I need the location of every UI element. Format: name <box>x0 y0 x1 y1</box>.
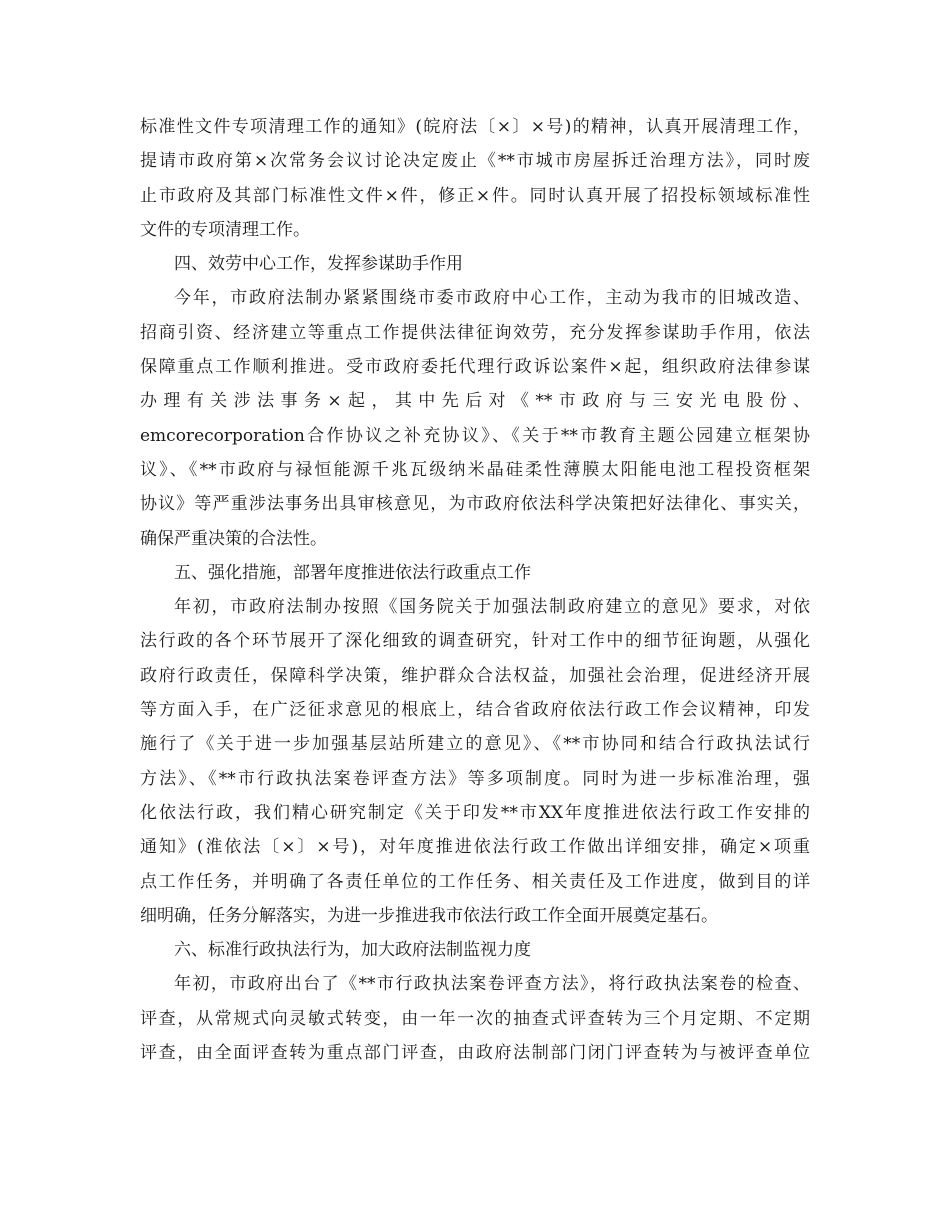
paragraph-line: 法行政的各个环节展开了深化细致的调查研究，针对工作中的细节征询题，从强化 <box>140 631 810 652</box>
document-page <box>140 110 810 1070</box>
paragraph-line: 提请市政府第×次常务会议讨论决定废止《**市城市房屋拆迁治理方法》，同时废 <box>140 151 810 172</box>
paragraph-line: 招商引资、经济建立等重点工作提供法律征询效劳，充分发挥参谋助手作用，依法 <box>140 322 810 343</box>
paragraph-line: 文件的专项清理工作。 <box>140 219 310 240</box>
paragraph-line: 化依法行政，我们精心研究制定《关于印发**市XX年度推进依法行政工作安排的 <box>140 802 810 823</box>
paragraph-line: 政府行政责任，保障科学决策，维护群众合法权益，加强社会治理，促进经济开展 <box>140 665 810 686</box>
paragraph-line: 议》、《**市政府与禄恒能源千兆瓦级纳米晶硅柔性薄膜太阳能电池工程投资框架 <box>140 459 810 480</box>
paragraph-line: 确保严重决策的合法性。 <box>140 528 327 549</box>
paragraph-line: 年初，市政府出台了《**市行政执法案卷评查方法》，将行政执法案卷的检查、 <box>174 974 810 995</box>
paragraph-line: 评查，由全面评查转为重点部门评查，由政府法制部门闭门评查转为与被评查单位 <box>140 1043 810 1064</box>
paragraph-line: 标准性文件专项清理工作的通知》(皖府法〔×〕×号)的精神，认真开展清理工作， <box>140 117 810 137</box>
paragraph-line: emcorecorporation合作协议之补充协议》、《关于**市教育主题公园建立框架协 <box>140 425 810 446</box>
paragraph-line: 办理有关涉法事务×起，其中先后对《**市政府与三安光电股份、 <box>140 391 810 412</box>
paragraph-line: 协议》等严重涉法事务出具审核意见，为市政府依法科学决策把好法律化、事实关， <box>140 494 810 515</box>
paragraph-line: 等方面入手，在广泛征求意见的根底上，结合省政府依法行政工作会议精神，印发 <box>140 700 810 721</box>
section-heading: 五、强化措施，部署年度推进依法行政重点工作 <box>174 562 531 583</box>
paragraph-line: 保障重点工作顺利推进。受市政府委托代理行政诉讼案件×起，组织政府法律参谋 <box>140 357 810 378</box>
paragraph-line: 今年，市政府法制办紧紧围绕市委市政府中心工作，主动为我市的旧城改造、 <box>174 288 810 309</box>
paragraph-line: 点工作任务，并明确了各责任单位的工作任务、相关责任及工作进度，做到目的详 <box>140 871 810 892</box>
paragraph-line: 年初，市政府法制办按照《国务院关于加强法制政府建立的意见》要求，对依 <box>174 597 810 618</box>
paragraph-line: 止市政府及其部门标准性文件×件，修正×件。同时认真开展了招投标领域标准性 <box>140 185 810 206</box>
section-heading: 六、标准行政执法行为，加大政府法制监视力度 <box>174 940 531 961</box>
paragraph-line: 评查，从常规式向灵敏式转变，由一年一次的抽查式评查转为三个月定期、不定期 <box>140 1008 810 1029</box>
section-heading: 四、效劳中心工作，发挥参谋助手作用 <box>174 254 463 275</box>
paragraph-line: 施行了《关于进一步加强基层站所建立的意见》、《**市协同和结合行政执法试行 <box>140 734 810 755</box>
paragraph-line: 通知》(淮依法〔×〕×号)，对年度推进依法行政工作做出详细安排，确定×项重 <box>140 837 810 858</box>
paragraph-line: 方法》、《**市行政执法案卷评查方法》等多项制度。同时为进一步标准治理，强 <box>140 768 810 789</box>
paragraph-line: 细明确，任务分解落实，为进一步推进我市依法行政工作全面开展奠定基石。 <box>140 905 718 926</box>
